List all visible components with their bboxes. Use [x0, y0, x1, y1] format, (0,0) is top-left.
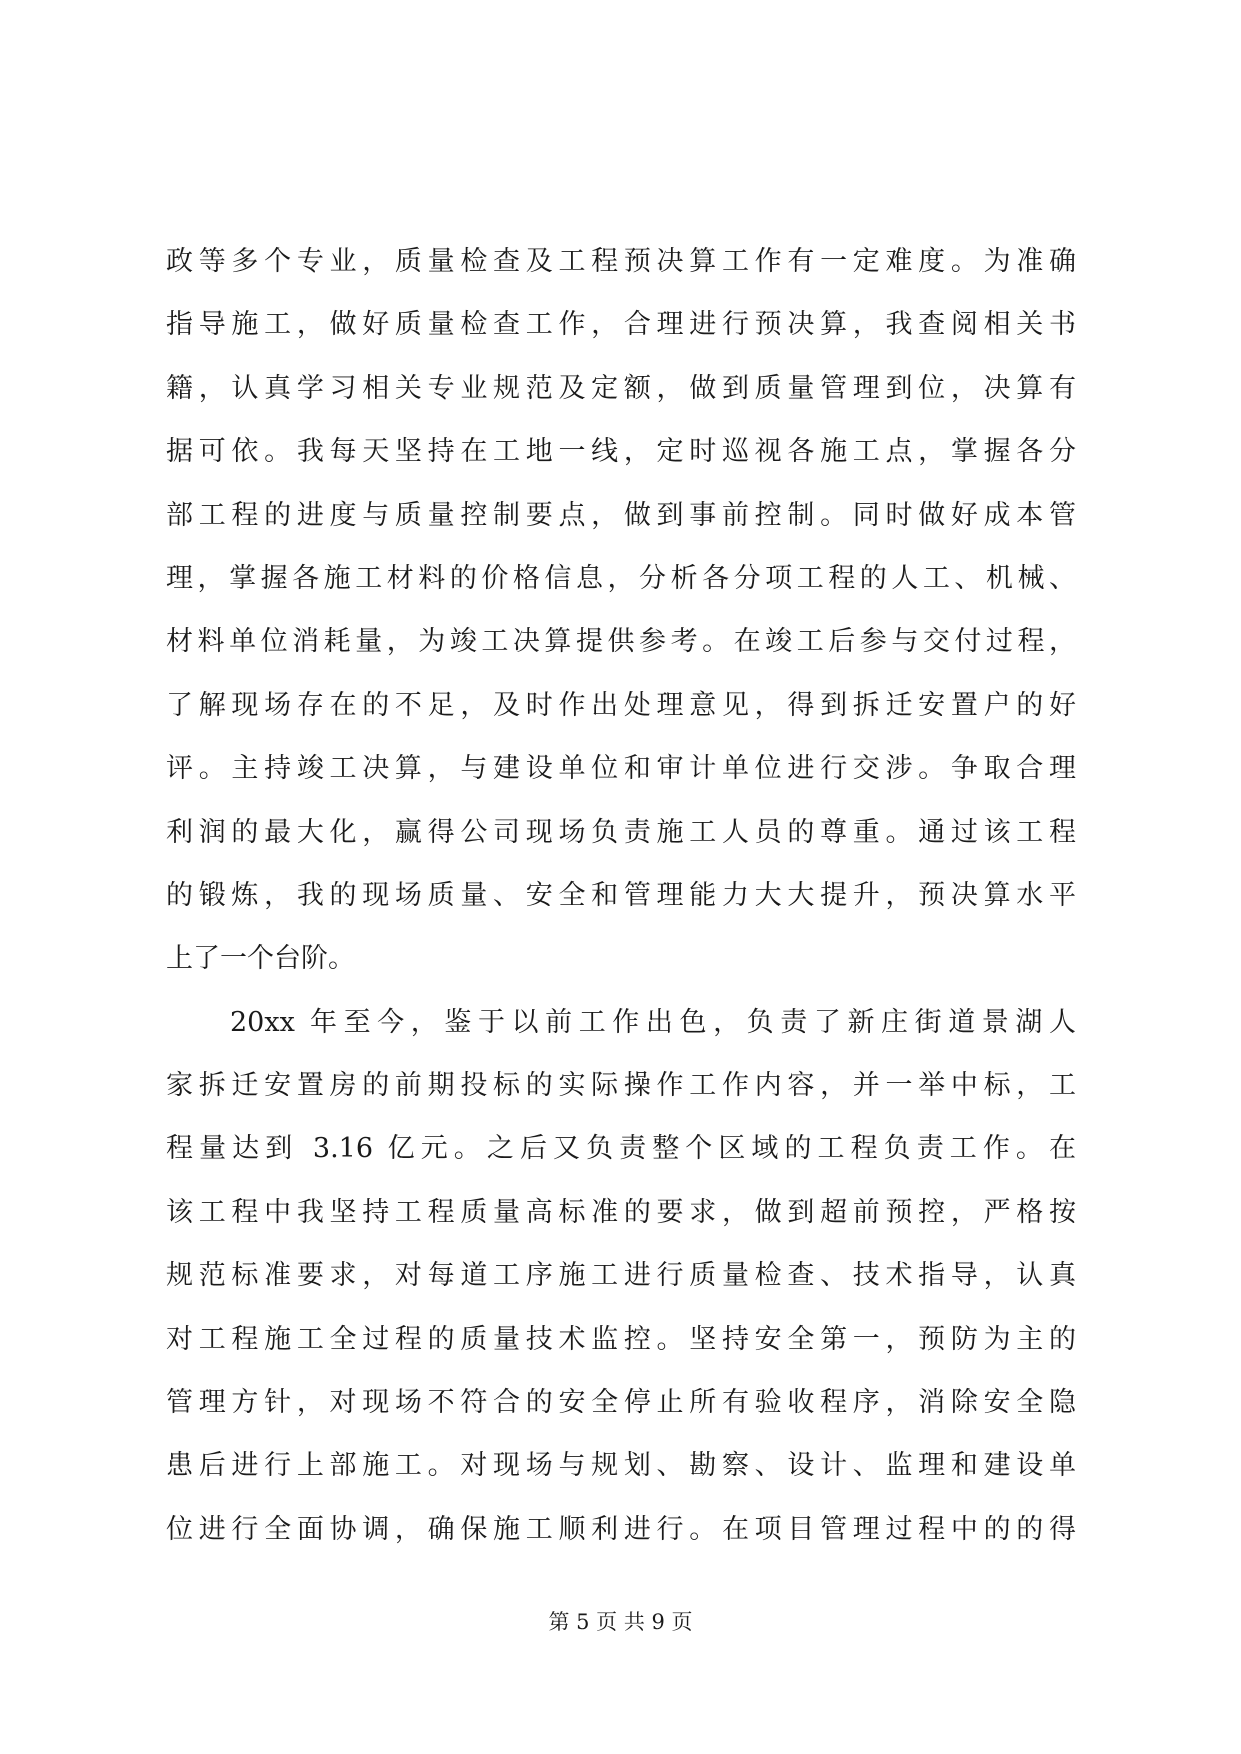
text-line: 指导施工，做好质量检查工作，合理进行预决算，我查阅相关书 [166, 309, 1076, 341]
text-line: 家拆迁安置房的前期投标的实际操作工作内容，并一举中标，工 [166, 1070, 1076, 1102]
text-line: 籍，认真学习相关专业规范及定额，做到质量管理到位，决算有 [166, 372, 1076, 404]
body-text [166, 230, 1076, 1561]
text-line: 利润的最大化，赢得公司现场负责施工人员的尊重。通过该工程 [166, 816, 1076, 848]
text-line: 材料单位消耗量，为竣工决算提供参考。在竣工后参与交付过程， [166, 626, 1076, 658]
text-line: 患后进行上部施工。对现场与规划、勘察、设计、监理和建设单 [166, 1450, 1076, 1482]
text-line: 程量达到 3.16 亿元。之后又负责整个区域的工程负责工作。在 [166, 1133, 1076, 1165]
text-line: 据可依。我每天坚持在工地一线，定时巡视各施工点，掌握各分 [166, 436, 1076, 468]
text-line: 部工程的进度与质量控制要点，做到事前控制。同时做好成本管 [166, 499, 1076, 531]
text-line: 位进行全面协调，确保施工顺利进行。在项目管理过程中的的得 [166, 1513, 1076, 1545]
text-line: 评。主持竣工决算，与建设单位和审计单位进行交涉。争取合理 [166, 753, 1076, 785]
text-line: 理，掌握各施工材料的价格信息，分析各分项工程的人工、机械、 [166, 562, 1076, 594]
page-footer: 第 5 页 共 9 页 [548, 1610, 693, 1634]
text-line: 的锻炼，我的现场质量、安全和管理能力大大提升，预决算水平 [166, 879, 1076, 911]
text-line: 政等多个专业，质量检查及工程预决算工作有一定难度。为准确 [166, 246, 1076, 277]
text-line: 管理方针，对现场不符合的安全停止所有验收程序，消除安全隐 [166, 1387, 1076, 1419]
paragraph-2 [166, 991, 1076, 1562]
text-line: 了解现场存在的不足，及时作出处理意见，得到拆迁安置户的好 [166, 689, 1076, 721]
text-line: 规范标准要求，对每道工序施工进行质量检查、技术指导，认真 [166, 1260, 1076, 1292]
paragraph-1 [166, 230, 1076, 991]
text-line: 上了一个台阶。 [166, 943, 355, 975]
text-line: 20xx 年至今，鉴于以前工作出色，负责了新庄街道景湖人 [230, 1006, 1076, 1038]
text-line: 该工程中我坚持工程质量高标准的要求，做到超前预控，严格按 [166, 1196, 1076, 1228]
text-line: 对工程施工全过程的质量技术监控。坚持安全第一，预防为主的 [166, 1323, 1076, 1355]
